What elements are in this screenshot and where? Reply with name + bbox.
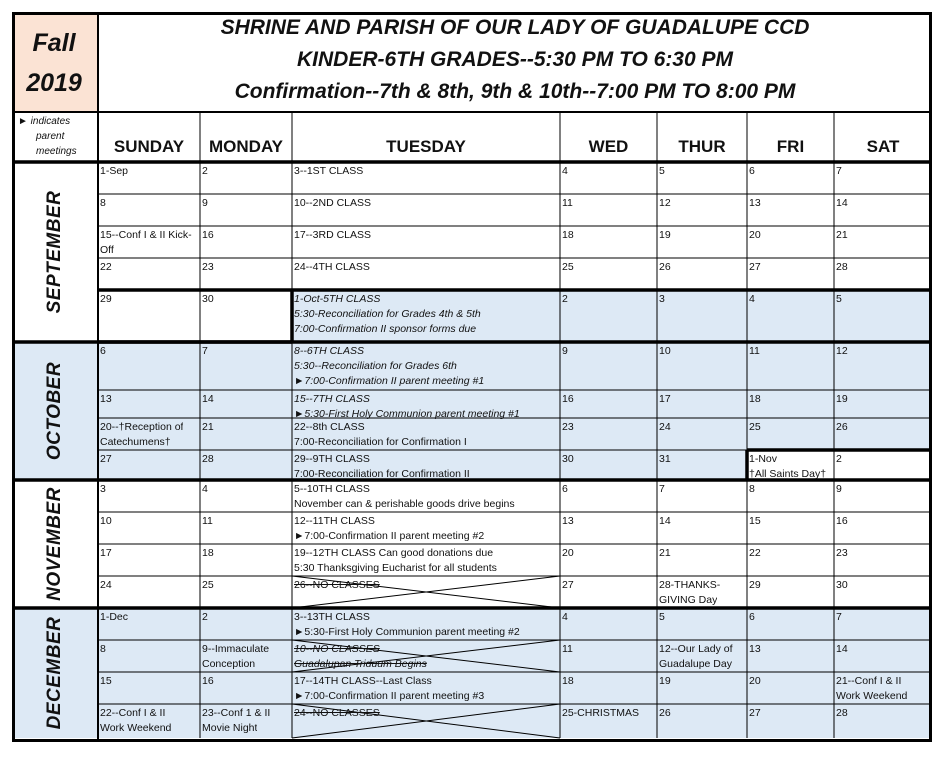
cell-shade [560, 450, 657, 480]
day-cell-text: 6 [562, 483, 568, 495]
day-cell-text: 25 [749, 421, 761, 433]
day-header-wed: WED [588, 137, 629, 156]
day-cell-text: 2 [202, 611, 208, 623]
day-header-sunday: SUNDAY [113, 137, 185, 156]
day-cell-text: 24--4TH CLASS [294, 261, 370, 273]
cell-shade [657, 290, 747, 342]
title-line-1: SHRINE AND PARISH OF OUR LADY OF GUADALUPE CCD [220, 16, 810, 39]
cell-shade [98, 640, 200, 672]
legend-line-1: ► indicates [18, 116, 71, 127]
cell-shade [98, 672, 200, 704]
day-cell-text: 15--7TH CLASS [294, 393, 370, 405]
day-cell-text: ►7:00-Confirmation II parent meeting #2 [294, 530, 485, 542]
day-cell-text: 26 [836, 421, 848, 433]
cell-shade [560, 672, 657, 704]
title-line-3: Confirmation--7th & 8th, 9th & 10th--7:00 PM TO 8:00 PM [234, 80, 796, 103]
day-cell-text: 1-Oct-5TH CLASS [294, 293, 381, 305]
day-cell-text: 5--10TH CLASS [294, 483, 370, 495]
day-cell-text: 3 [659, 293, 665, 305]
day-cell-text: 21 [659, 547, 671, 559]
day-cell-text: 13 [749, 643, 761, 655]
day-cell-text: 17--3RD CLASS [294, 229, 372, 241]
cell-shade [560, 342, 657, 390]
day-cell-text: 27 [749, 261, 761, 273]
day-cell-text: 7:00-Reconciliation for Confirmation II [294, 468, 470, 480]
cell-shade [560, 608, 657, 640]
day-cell-text: 12--11TH CLASS [294, 515, 375, 527]
day-cell-text: 18 [202, 547, 214, 559]
day-cell-text: 11 [749, 345, 760, 357]
cell-shade [98, 342, 200, 390]
day-cell-text: 22 [100, 261, 112, 273]
day-header-sat: SAT [866, 137, 900, 156]
day-cell-text: 3--13TH CLASS [294, 611, 370, 623]
cell-shade [560, 390, 657, 418]
day-cell-text: 26 [659, 707, 671, 719]
day-cell-text: 9 [836, 483, 842, 495]
day-cell-text: †All Saints Day† [749, 468, 827, 480]
cell-shade [560, 290, 657, 342]
day-cell-text: 7 [836, 165, 842, 177]
cell-shade [834, 608, 932, 640]
day-cell-text: 30 [202, 293, 214, 305]
day-cell-text: 26--NO CLASSES [294, 579, 380, 591]
cell-shade [834, 418, 932, 450]
day-cell-text: 10 [100, 515, 112, 527]
cell-shade [200, 342, 292, 390]
day-cell-text: 14 [202, 393, 214, 405]
day-cell-text: 2 [836, 453, 842, 465]
day-cell-text: 12 [659, 197, 671, 209]
month-label-december: DECEMBER [44, 616, 65, 730]
day-header-fri: FRI [776, 137, 805, 156]
day-header-monday: MONDAY [209, 137, 283, 156]
day-cell-text: Conception [202, 658, 256, 670]
day-cell-text: Catechumens† [100, 436, 171, 448]
day-cell-text: 20 [562, 547, 574, 559]
day-cell-text: 20 [749, 229, 761, 241]
cell-shade [200, 418, 292, 450]
cell-shade [560, 418, 657, 450]
day-cell-text: Work Weekend [100, 722, 172, 734]
day-cell-text: 16 [202, 675, 214, 687]
day-cell-text: 8--6TH CLASS [294, 345, 365, 357]
day-cell-text: ►5:30-First Holy Communion parent meeting #1 [294, 408, 520, 420]
day-cell-text: 4 [749, 293, 755, 305]
day-cell-text: 5:30-Reconciliation for Grades 4th & 5th [294, 308, 481, 320]
day-cell-text: ►7:00-Confirmation II parent meeting #1 [294, 375, 485, 387]
day-cell-text: 15 [100, 675, 112, 687]
day-cell-text: 14 [836, 643, 848, 655]
cell-shade [657, 608, 747, 640]
day-cell-text: 28 [836, 261, 848, 273]
day-cell-text: 17 [100, 547, 112, 559]
cell-shade [560, 640, 657, 672]
cell-shade [747, 342, 834, 390]
day-cell-text: 21 [836, 229, 848, 241]
day-cell-text: 5:30 Thanksgiving Eucharist for all students [294, 562, 497, 574]
day-cell-text: 24 [659, 421, 671, 433]
month-label-november: NOVEMBER [44, 487, 65, 601]
day-cell-text: 19--12TH CLASS Can good donations due [294, 547, 494, 559]
cell-shade [834, 290, 932, 342]
cell-shade [834, 640, 932, 672]
day-cell-text: 11 [202, 515, 213, 527]
season-label: Fall [32, 29, 76, 57]
month-label-october: OCTOBER [44, 361, 65, 461]
day-cell-text: 9 [202, 197, 208, 209]
day-cell-text: 8 [749, 483, 755, 495]
day-cell-text: 22 [749, 547, 761, 559]
day-cell-text: 4 [562, 611, 568, 623]
day-cell-text: 5 [659, 611, 665, 623]
day-cell-text: 8 [100, 197, 106, 209]
day-cell-text: 30 [562, 453, 574, 465]
cell-shade [98, 390, 200, 418]
day-cell-text: 13 [562, 515, 574, 527]
day-cell-text: 18 [749, 393, 761, 405]
day-cell-text: 15--Conf I & II Kick- [100, 229, 192, 241]
day-cell-text: 5 [836, 293, 842, 305]
day-cell-text: 21--Conf I & II [836, 675, 902, 687]
day-cell-text: 3 [100, 483, 106, 495]
day-cell-text: 7 [202, 345, 208, 357]
day-cell-text: 22--8th CLASS [294, 421, 365, 433]
day-cell-text: 31 [659, 453, 671, 465]
day-cell-text: 16 [202, 229, 214, 241]
day-cell-text: 29--9TH CLASS [294, 453, 370, 465]
cell-shade [200, 390, 292, 418]
cell-shade [200, 608, 292, 640]
cell-shade [200, 450, 292, 480]
day-cell-text: 4 [202, 483, 208, 495]
day-cell-text: 23 [836, 547, 848, 559]
day-cell-text: 13 [100, 393, 112, 405]
day-cell-text: 6 [749, 165, 755, 177]
day-cell-text: 19 [836, 393, 848, 405]
day-cell-text: 11 [562, 197, 573, 209]
day-cell-text: 22--Conf I & II [100, 707, 166, 719]
day-cell-text: 14 [836, 197, 848, 209]
day-cell-text: 17--14TH CLASS--Last Class [294, 675, 432, 687]
day-cell-text: 10 [659, 345, 671, 357]
day-cell-text: Guadalupan Triduum Begins [294, 658, 427, 670]
day-cell-text: 9--Immaculate [202, 643, 270, 655]
day-cell-text: 10--2ND CLASS [294, 197, 372, 209]
month-label-september: SEPTEMBER [44, 190, 65, 314]
day-cell-text: 30 [836, 579, 848, 591]
legend-line-2: parent [36, 131, 65, 142]
day-cell-text: 3--1ST CLASS [294, 165, 364, 177]
day-cell-text: 1-Dec [100, 611, 129, 623]
day-cell-text: 29 [100, 293, 112, 305]
day-cell-text: 6 [749, 611, 755, 623]
day-cell-text: 20--†Reception of [100, 421, 184, 433]
day-cell-text: 15 [749, 515, 761, 527]
day-cell-text: 16 [562, 393, 574, 405]
day-cell-text: 23 [562, 421, 574, 433]
day-cell-text: 5:30--Reconciliation for Grades 6th [294, 360, 457, 372]
day-cell-text: 27 [562, 579, 574, 591]
day-cell-text: 10--NO CLASSES [294, 643, 380, 655]
day-cell-text: 1-Nov [749, 453, 778, 465]
day-header-thur: THUR [678, 137, 726, 156]
day-cell-text: 9 [562, 345, 568, 357]
day-cell-text: 24 [100, 579, 112, 591]
day-cell-text: 18 [562, 229, 574, 241]
title-line-2: KINDER-6TH GRADES--5:30 PM TO 6:30 PM [296, 48, 734, 71]
day-cell-text: 1-Sep [100, 165, 129, 177]
cell-shade [747, 608, 834, 640]
day-cell-text: 19 [659, 675, 671, 687]
day-cell-text: ►7:00-Confirmation II parent meeting #3 [294, 690, 485, 702]
day-cell-text: 2 [202, 165, 208, 177]
day-cell-text: Movie Night [202, 722, 258, 734]
calendar [12, 12, 932, 742]
day-cell-text: 21 [202, 421, 214, 433]
cell-shade [834, 390, 932, 418]
day-cell-text: 17 [659, 393, 671, 405]
day-cell-text: 7 [836, 611, 842, 623]
year-label: 2019 [26, 69, 82, 97]
legend-line-3: meetings [36, 146, 77, 157]
day-cell-text: ►5:30-First Holy Communion parent meeting #2 [294, 626, 520, 638]
day-cell-text: 11 [562, 643, 573, 655]
day-cell-text: Work Weekend [836, 690, 908, 702]
day-cell-text: 26 [659, 261, 671, 273]
day-cell-text: 25 [562, 261, 574, 273]
day-cell-text: GIVING Day [659, 594, 718, 606]
day-cell-text: 18 [562, 675, 574, 687]
day-cell-text: 28 [836, 707, 848, 719]
day-cell-text: 4 [562, 165, 568, 177]
day-cell-text: 7:00-Reconciliation for Confirmation I [294, 436, 467, 448]
cell-shade [834, 342, 932, 390]
day-cell-text: 12 [836, 345, 848, 357]
day-cell-text: Off [100, 244, 114, 256]
day-cell-text: 25-CHRISTMAS [562, 707, 640, 719]
day-cell-text: 6 [100, 345, 106, 357]
day-cell-text: 27 [749, 707, 761, 719]
day-cell-text: 25 [202, 579, 214, 591]
day-cell-text: 27 [100, 453, 112, 465]
day-cell-text: 14 [659, 515, 671, 527]
day-cell-text: 8 [100, 643, 106, 655]
day-cell-text: 5 [659, 165, 665, 177]
cell-shade [200, 672, 292, 704]
cell-shade [98, 450, 200, 480]
day-cell-text: 13 [749, 197, 761, 209]
day-cell-text: 23--Conf 1 & II [202, 707, 271, 719]
day-cell-text: 23 [202, 261, 214, 273]
day-cell-text: 12--Our Lady of [659, 643, 733, 655]
day-header-tuesday: TUESDAY [386, 137, 466, 156]
day-cell-text: 7 [659, 483, 665, 495]
day-cell-text: November can & perishable goods drive begins [294, 498, 515, 510]
day-cell-text: 20 [749, 675, 761, 687]
cell-shade [834, 704, 932, 738]
day-cell-text: 2 [562, 293, 568, 305]
day-cell-text: 29 [749, 579, 761, 591]
day-cell-text: 28 [202, 453, 214, 465]
day-cell-text: Guadalupe Day [659, 658, 732, 670]
day-cell-text: 7:00-Confirmation II sponsor forms due [294, 323, 477, 335]
day-cell-text: 19 [659, 229, 671, 241]
day-cell-text: 28-THANKS- [659, 579, 721, 591]
cell-shade [747, 290, 834, 342]
season-box-fill [12, 12, 98, 112]
day-cell-text: 16 [836, 515, 848, 527]
day-cell-text: 24--NO CLASSES [294, 707, 380, 719]
